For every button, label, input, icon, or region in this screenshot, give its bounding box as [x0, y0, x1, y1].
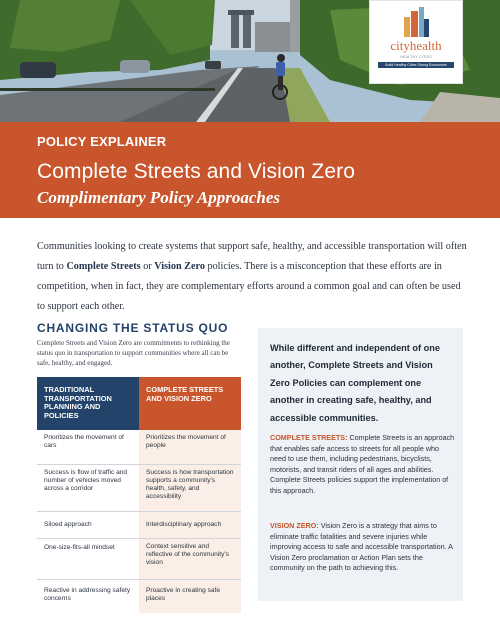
title-banner: [0, 122, 500, 218]
status-quo-text: Complete Streets and Vision Zero are commitments to rethinking the status quo in transportation to support communities where all can be safe, healthy, and engaged.: [37, 339, 230, 367]
complete-cell: Success is how transportation supports a community's health, safety, and accessibility: [139, 464, 241, 511]
logo-bar: Build Healthy Cities Strong Economies: [378, 62, 454, 68]
table-row: [37, 511, 241, 538]
cityhealth-logo: [369, 0, 463, 84]
intro-paragraph: [37, 237, 467, 317]
vision-zero-label: VISION ZERO:: [270, 521, 319, 530]
complete-cell: Interdisciplinary approach: [139, 511, 241, 538]
traditional-header: TRADITIONAL TRANSPORTATION PLANNING AND POLICIES: [37, 377, 139, 430]
city-skyline-icon: [402, 7, 430, 37]
complete-streets-header: COMPLETE STREETS AND VISION ZERO: [139, 377, 241, 430]
traditional-cell: One-size-fits-all mindset: [37, 538, 139, 579]
traditional-cell: Success is flow of traffic and number of vehicles moved across a corridor: [37, 464, 139, 511]
complete-streets-definition: [270, 433, 456, 497]
complete-cell: Context sensitive and reflective of the community's vision: [139, 538, 241, 579]
intro-text: policies. There is a misconception that these efforts are in competition, when in fact, they are complementary efforts around a common goal and can often be used to support each other.: [37, 261, 461, 312]
sidebar-box: [258, 328, 463, 601]
traditional-cell: Prioritizes the movement of cars: [37, 430, 139, 464]
traditional-cell: Siloed approach: [37, 511, 139, 538]
vision-zero-term: Vision Zero: [154, 261, 205, 272]
vision-zero-definition: [270, 521, 456, 574]
intro-text: Communities looking to create systems that support safe, healthy, and accessible transportation will often turn to: [37, 241, 467, 272]
intro-text: or: [140, 261, 155, 272]
table-row: [37, 464, 241, 511]
table-row: [37, 538, 241, 579]
table-header-row: [37, 377, 241, 430]
traditional-cell: Reactive in addressing safety concerns: [44, 586, 131, 602]
logo-tagline: HEALTHY CITIES: [400, 55, 432, 59]
vision-zero-text: Vision Zero is a strategy that aims to eliminate traffic fatalities and severe injuries while improving access to safe and accessible transportation. A Vision Zero proclamation or Action Plan sets the community on the path to achieving this.: [270, 521, 453, 573]
page-title: Complete Streets and Vision Zero: [37, 160, 355, 183]
sidebar-lead: While different and independent of one another, Complete Streets and Vision Zero Policies can complement one another in creating safe, healthy, and accessible communities.: [270, 343, 440, 423]
policy-explainer-label: POLICY EXPLAINER: [37, 134, 167, 149]
complete-cell: Proactive in creating safe places: [139, 579, 241, 613]
complete-cell: Prioritizes the movement of people: [139, 430, 241, 464]
logo-wordmark: cityhealth: [390, 38, 442, 53]
complete-streets-label: COMPLETE STREETS:: [270, 433, 348, 442]
table-row: [37, 430, 241, 464]
hero-photo: [0, 0, 500, 122]
table-row: [37, 579, 241, 613]
comparison-table: [37, 377, 241, 613]
status-quo-heading: CHANGING THE STATUS QUO: [37, 321, 229, 335]
complete-streets-term: Complete Streets: [66, 261, 141, 272]
page-subtitle: Complimentary Policy Approaches: [37, 188, 281, 207]
complete-streets-text: Complete Streets is an approach that enables safe access to streets for all people who need to use them, including pedestrians, bicyclists, motorists, and transit riders of all ages and abilities. Complete Streets policies support the implementation of this approach.: [270, 433, 455, 495]
